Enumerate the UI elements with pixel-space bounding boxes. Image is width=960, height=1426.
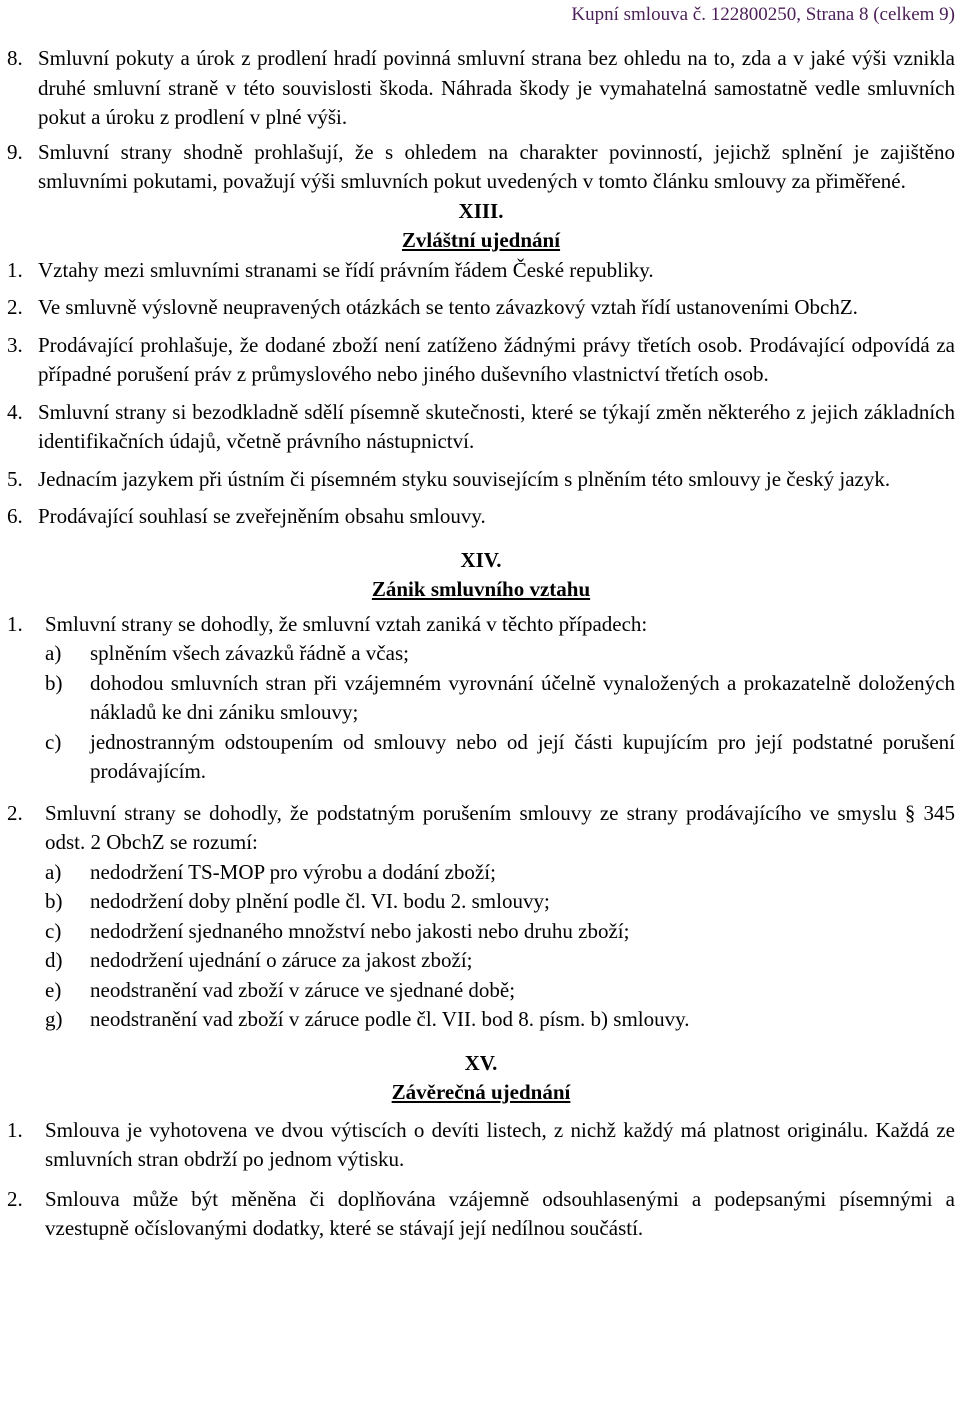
list-text: neodstranění vad zboží v záruce ve sjednané době; — [90, 977, 516, 1002]
clause-text: Jednacím jazykem při ústním či písemném styku souvisejícím s plněním této smlouvy je český jazyk. — [38, 466, 891, 491]
clause-14-1-list — [7, 639, 955, 787]
clause-text: Smlouva může být měněna či doplňována vzájemně odsouhlasenými a podepsanými písemnými a vzestupně očíslovanými dodatky, které se stávají její nedílnou součástí. — [45, 1186, 955, 1240]
clause-15-2 — [7, 1185, 955, 1244]
list-item — [7, 1005, 955, 1035]
clause-number: 9. — [7, 139, 23, 164]
list-letter: c) — [45, 729, 62, 754]
clause-text: Prodávající souhlasí se zveřejněním obsahu smlouvy. — [38, 504, 486, 528]
list-letter: c) — [45, 918, 62, 943]
clause-14-2 — [7, 799, 955, 858]
clause-13-2 — [7, 293, 955, 323]
list-item — [7, 976, 955, 1006]
clause-number: 1. — [7, 1117, 23, 1142]
list-letter: a) — [45, 641, 62, 665]
list-text: neodstranění vad zboží v záruce podle čl. VII. bod 8. písm. b) smlouvy. — [90, 1007, 690, 1031]
list-text: splněním všech závazků řádně a včas; — [90, 641, 409, 665]
clause-text: Smluvní strany shodně prohlašují, že s ohledem na charakter povinností, jejichž splnění je zajištěno smluvními pokutami, považují výši smluvních pokut uvedených v tomto článku smlouvy za přiměřené. — [38, 139, 955, 193]
list-text: nedodržení ujednání o záruce za jakost zboží; — [90, 948, 473, 972]
clause-number: 5. — [7, 466, 23, 491]
list-item — [7, 639, 955, 669]
clause-13-5 — [7, 465, 955, 495]
clause-number: 2. — [7, 1186, 23, 1211]
clause-number: 2. — [7, 295, 23, 319]
clause-15-1 — [7, 1116, 955, 1175]
clause-text: Smluvní strany se dohodly, že smluvní vztah zaniká v těchto případech: — [45, 611, 648, 636]
article-14-title: Zánik smluvního vztahu — [371, 577, 591, 601]
article-14-numeral: XIV. — [460, 547, 502, 572]
clause-text: Ve smluvně výslovně neupravených otázkách se tento závazkový vztah řídí ustanoveními ObchZ. — [38, 295, 858, 319]
list-letter: d) — [45, 948, 63, 972]
list-item — [7, 946, 955, 976]
clause-number: 6. — [7, 504, 23, 528]
clause-13-1 — [7, 256, 955, 286]
clause-text: Vztahy mezi smluvními stranami se řídí právním řádem České republiky. — [38, 257, 654, 282]
clause-text: Smluvní strany se dohodly, že podstatným porušením smlouvy ze strany prodávajícího ve smyslu § 345 odst. 2 ObchZ se rozumí: — [45, 800, 955, 854]
clause-number: 4. — [7, 399, 23, 424]
clause-number: 8. — [7, 46, 23, 70]
list-text: nedodržení sjednaného množství nebo jakosti nebo druhu zboží; — [90, 918, 630, 943]
clause-8 — [7, 44, 955, 133]
clause-9 — [7, 138, 955, 197]
list-text: jednostranným odstoupením od smlouvy nebo od její části kupujícím pro její podstatné porušení prodávajícím. — [90, 729, 955, 783]
list-item — [7, 669, 955, 728]
clause-14-1 — [7, 610, 955, 640]
list-item — [7, 858, 955, 888]
page-header: Kupní smlouva č. 122800250, Strana 8 (celkem 9) — [571, 4, 955, 25]
clause-text: Prodávající prohlašuje, že dodané zboží není zatíženo žádnými právy třetích osob. Prodávající odpovídá za případné porušení práv z průmyslového nebo jiného duševního vlastnictví třetích osob. — [38, 332, 955, 386]
clause-13-3 — [7, 331, 955, 390]
clause-number: 2. — [7, 800, 23, 825]
document-body — [7, 44, 955, 1244]
clause-text: Smlouva je vyhotovena ve dvou výtiscích o devíti listech, z nichž každý má platnost originálu. Každá ze smluvních stran obdrží po jednom výtisku. — [45, 1117, 955, 1171]
article-15-numeral: XV. — [464, 1050, 498, 1075]
clause-13-6 — [7, 502, 955, 532]
list-item — [7, 887, 955, 917]
list-letter: a) — [45, 859, 62, 884]
list-letter: g) — [45, 1007, 63, 1031]
article-15-title: Závěrečná ujednání — [391, 1080, 571, 1104]
list-item — [7, 917, 955, 947]
list-letter: b) — [45, 670, 63, 695]
clause-14-2-list — [7, 858, 955, 1035]
list-letter: e) — [45, 977, 62, 1002]
clause-text: Smluvní strany si bezodkladně sdělí písemně skutečnosti, které se týkají změn některého z jejich základních identifikačních údajů, včetně právního nástupnictví. — [38, 399, 955, 453]
list-text: nedodržení TS-MOP pro výrobu a dodání zboží; — [90, 859, 496, 884]
list-item — [7, 728, 955, 787]
list-text: nedodržení doby plnění podle čl. VI. bodu 2. smlouvy; — [90, 889, 550, 913]
article-13-numeral: XIII. — [458, 198, 504, 223]
article-13-title: Zvláštní ujednání — [401, 228, 561, 252]
clause-number: 3. — [7, 332, 23, 357]
list-letter: b) — [45, 889, 63, 913]
clause-number: 1. — [7, 257, 23, 282]
clause-number: 1. — [7, 611, 23, 636]
clause-text: Smluvní pokuty a úrok z prodlení hradí povinná smluvní strana bez ohledu na to, zda a v jaké výši vznikla druhé smluvní straně v této souvislosti škoda. Náhrada škody je vymahatelná samostatně vedle smluvních pokut a úroku z prodlení v plné výši. — [38, 46, 955, 129]
clause-13-4 — [7, 398, 955, 457]
list-text: dohodou smluvních stran při vzájemném vyrovnání účelně vynaložených a prokazatelně doložených nákladů ke dni zániku smlouvy; — [90, 670, 955, 724]
